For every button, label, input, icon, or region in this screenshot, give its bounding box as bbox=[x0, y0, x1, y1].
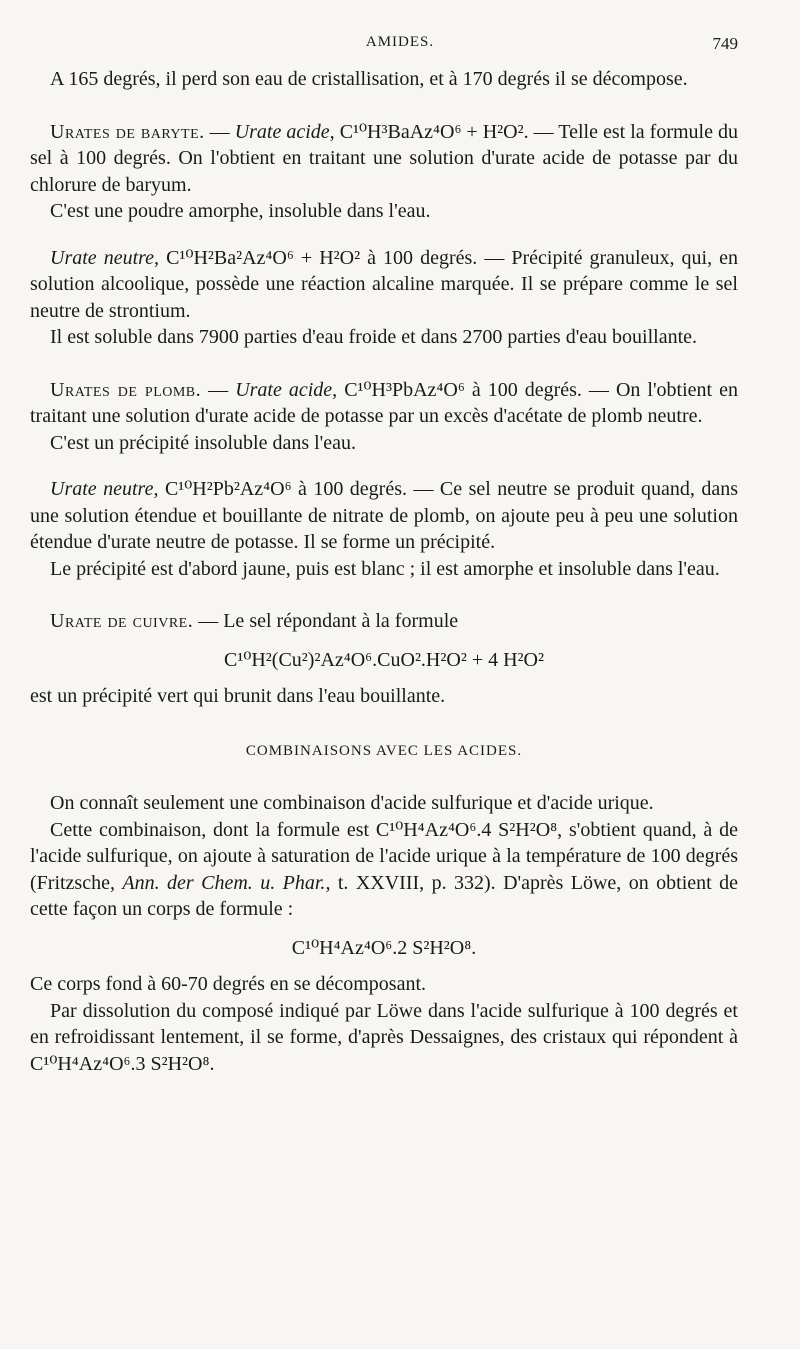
display-formula-cuivre: C¹⁰H²(Cu²)²Az⁴O⁶.CuO².H²O² + 4 H²O² bbox=[224, 648, 544, 671]
compound-name: Urate neutre, bbox=[50, 478, 159, 500]
section-head-plomb: Urates de plomb. bbox=[50, 378, 202, 401]
chemical-formula: C¹⁰H²Pb²Az⁴O⁶ bbox=[164, 478, 292, 500]
compound-name: Urate neutre, bbox=[50, 246, 160, 269]
page-body bbox=[30, 66, 738, 1077]
chemical-formula: C¹⁰H²Ba²Az⁴O⁶ + H²O² bbox=[166, 246, 361, 269]
paragraph-urate-cuivre bbox=[30, 608, 738, 635]
paragraph-acides-3: Ce corps fond à 60-70 degrés en se décomposant. bbox=[30, 973, 426, 995]
paragraph-plomb-4: Le précipité est d'abord jaune, puis est blanc ; il est amorphe et insoluble dans l'eau. bbox=[50, 557, 720, 580]
paragraph-baryte-4: Il est soluble dans 7900 parties d'eau froide et dans 2700 parties d'eau bouillante. bbox=[50, 326, 698, 348]
chemical-formula: C¹⁰H³BaAz⁴O⁶ + H²O². bbox=[339, 120, 529, 143]
section-head-cuivre: Urate de cuivre. bbox=[50, 610, 194, 632]
paragraph-cuivre-after: est un précipité vert qui brunit dans l'eau bouillante. bbox=[30, 685, 446, 707]
paragraph-baryte-neutre bbox=[30, 245, 738, 325]
paragraph-plomb-neutre bbox=[30, 476, 738, 556]
paragraph-acides-4: Par dissolution du composé indiqué par Löwe dans l'acide sulfurique à 100 degrés et en refroidissant lentement, il se forme, d'après Dessaignes, des cristaux qui répondent à C¹⁰H⁴Az⁴O⁶.3 S²H²O⁸. bbox=[30, 999, 738, 1075]
citation-journal: Ann. der Chem. u. Phar. bbox=[122, 871, 326, 894]
paragraph-plomb-2: C'est un précipité insoluble dans l'eau. bbox=[50, 431, 357, 454]
paragraph-urates-plomb bbox=[30, 377, 738, 430]
dash: — bbox=[201, 378, 236, 401]
running-title: AMIDES. bbox=[365, 34, 435, 50]
dash: — bbox=[204, 120, 235, 143]
display-formula-lowe: C¹⁰H⁴Az⁴O⁶.2 S²H²O⁸. bbox=[291, 936, 477, 959]
paragraph-text: — Le sel répondant à la formule bbox=[193, 610, 459, 632]
paragraph-acides-1: On connaît seulement une combinaison d'acide sulfurique et d'acide urique. bbox=[50, 792, 654, 814]
compound-name: Urate acide, bbox=[234, 120, 335, 143]
paragraph-urates-baryte bbox=[30, 119, 738, 199]
paragraph-text: — Telle est la formule du sel à 100 degrés. On l'obtient en traitant une solution d'urate acide de potasse par du chlorure de baryum. bbox=[30, 120, 738, 196]
paragraph-acides-2 bbox=[30, 817, 738, 923]
paragraph-text: Cette combinaison, dont la formule est C¹⁰H⁴Az⁴O⁶.4 S²H²O⁸, s'obtient quand, à de l'acide sulfurique, on ajoute à saturation de l'acide urique à la température de 100 degrés (Fritzsche, bbox=[30, 818, 738, 894]
section-head-baryte: Urates de baryte. bbox=[50, 120, 205, 143]
compound-name: Urate acide, bbox=[235, 378, 338, 401]
page-number: 749 bbox=[712, 34, 738, 53]
paragraph-text: à 100 degrés. — On l'obtient en traitant une solution d'urate acide de potasse par un excès d'acétate de plomb neutre. bbox=[30, 378, 738, 427]
section-title: COMBINAISONS AVEC LES ACIDES. bbox=[245, 742, 523, 759]
paragraph-text: à 100 degrés. — Ce sel neutre se produit quand, dans une solution étendue et bouillante de nitrate de plomb, on ajoute peu à peu une solution étendue d'urate neutre de potasse. Il se forme un précipité. bbox=[30, 478, 739, 553]
paragraph-baryte-2: C'est une poudre amorphe, insoluble dans l'eau. bbox=[50, 200, 431, 222]
running-header bbox=[0, 34, 800, 58]
paragraph-text: , t. XXVIII, p. 332). D'après Löwe, on obtient de cette façon un corps de formule : bbox=[30, 871, 738, 920]
paragraph-text: à 100 degrés. — Précipité granuleux, qui, en solution alcoolique, possède une réaction alcaline marquée. Il se prépare comme le sel neutre de strontium. bbox=[30, 246, 739, 322]
paragraph-intro: A 165 degrés, il perd son eau de cristallisation, et à 170 degrés il se décompose. bbox=[50, 68, 688, 90]
chemical-formula: C¹⁰H³PbAz⁴O⁶ bbox=[344, 378, 465, 401]
